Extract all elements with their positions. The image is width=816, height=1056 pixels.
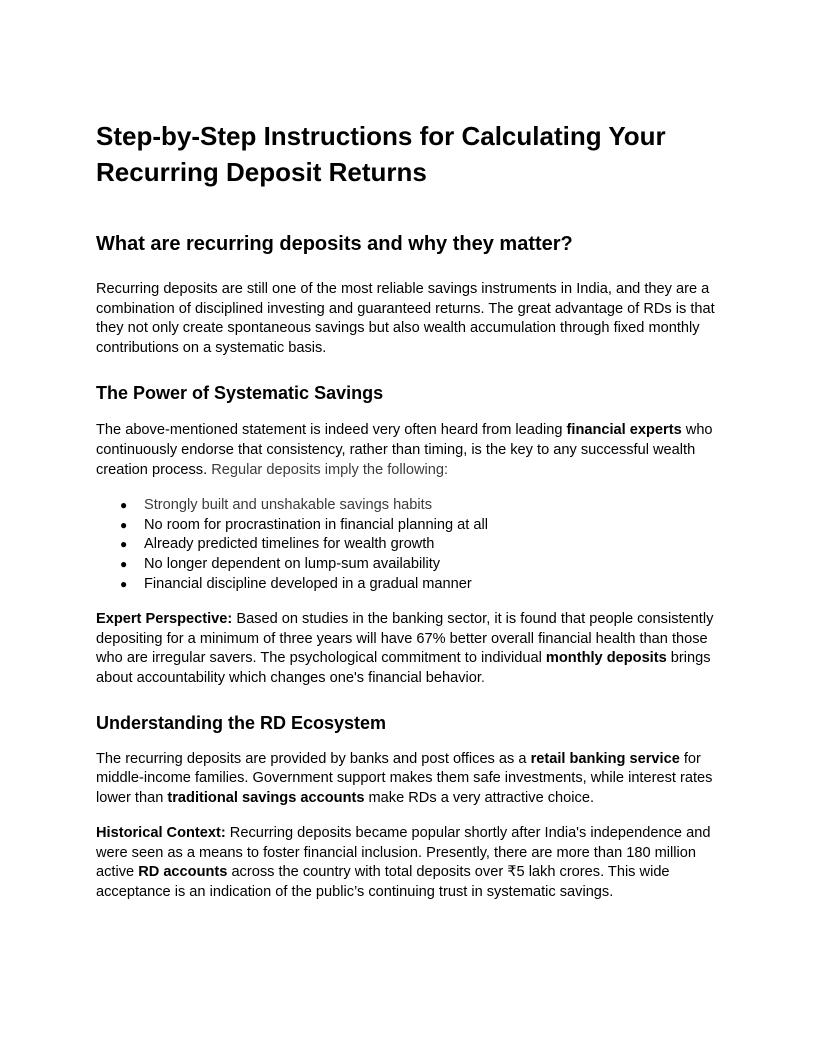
- ecosystem-paragraph: The recurring deposits are provided by banks and post offices as a retail banking service for middle-income families. Government support makes them safe investments, while interest rates lower than traditional savings accounts make RDs a very attractive choice.: [96, 750, 713, 806]
- monthly-deposits-bold: monthly deposits: [545, 650, 667, 667]
- power-text-3: Regular deposits imply the following:: [211, 461, 449, 478]
- list-item: ● Strongly built and unshakable savings habits: [96, 496, 720, 516]
- section-heading-what-are-rds: What are recurring deposits and why they matter?: [96, 233, 573, 255]
- bullet-icon: ●: [120, 576, 128, 591]
- document-title: Step-by-Step Instructions for Calculating Your Recurring Deposit Returns: [96, 121, 666, 187]
- historical-context-label: Historical Context:: [96, 825, 226, 842]
- bullet-icon: ●: [120, 537, 128, 552]
- intro-paragraph: Recurring deposits are still one of the most reliable savings instruments in India, and they are a combination of disciplined investing and guaranteed returns. The great advantage of RDs is that they not only create spontaneous savings but also wealth accumulation through fixed monthly contributions on a systematic basis.: [96, 281, 715, 356]
- bullet-icon: ●: [120, 498, 128, 513]
- benefits-list: [96, 496, 720, 594]
- list-item: ● Already predicted timelines for wealth growth: [96, 535, 720, 555]
- power-text-1: The above-mentioned statement is indeed very often heard from leading: [96, 422, 567, 439]
- section-heading-rd-ecosystem: Understanding the RD Ecosystem: [96, 712, 387, 733]
- bullet-icon: ●: [120, 556, 128, 571]
- historical-context-paragraph: Historical Context: Recurring deposits became popular shortly after India's independence and were seen as a means to foster financial inclusion. Presently, there are more than 180 million active RD accounts across the country with total deposits over ₹5 lakh crores. This wide acceptance is an indication of the public’s continuing trust in systematic savings.: [96, 825, 711, 901]
- traditional-savings-bold: traditional savings accounts: [167, 789, 365, 806]
- list-item: ● No room for procrastination in financial planning at all: [96, 516, 720, 536]
- power-text-2: who continuously endorse that consistency, rather than timing, is the key to any successful wealth creation process.: [96, 422, 713, 478]
- bullet-icon: ●: [120, 517, 128, 532]
- expert-perspective-label: Expert Perspective:: [96, 611, 233, 628]
- list-item: ● Financial discipline developed in a gradual manner: [96, 575, 720, 595]
- expert-perspective-paragraph: Expert Perspective: Based on studies in the banking sector, it is found that people consistently depositing for a minimum of three years will have 67% better overall financial health than those who are irregular savers. The psychological commitment to individual monthly deposits brings about accountability which changes one's financial behavior.: [96, 611, 714, 686]
- section-heading-power-of-savings: The Power of Systematic Savings: [96, 383, 384, 404]
- list-item: ● No longer dependent on lump-sum availability: [96, 555, 720, 575]
- retail-banking-bold: retail banking service: [530, 750, 680, 767]
- financial-experts-bold: financial experts: [566, 422, 682, 439]
- document-page: [96, 118, 720, 903]
- rd-accounts-bold: RD accounts: [138, 864, 228, 881]
- power-paragraph: [96, 421, 720, 480]
